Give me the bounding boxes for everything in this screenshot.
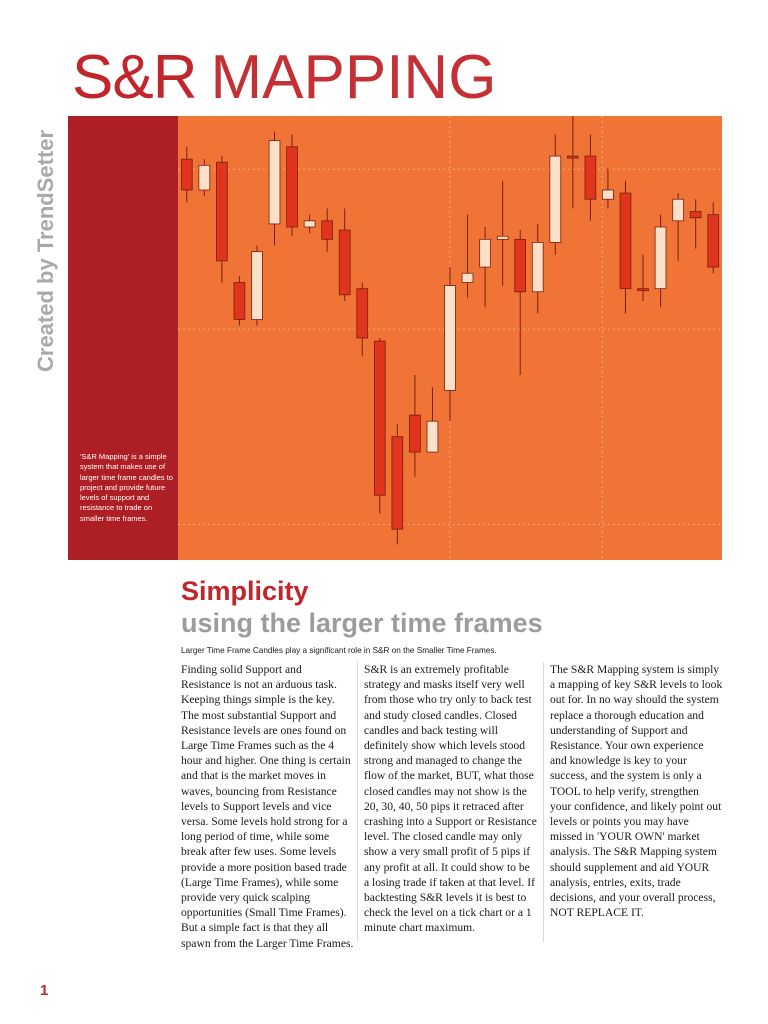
candle	[673, 193, 684, 261]
lead-sentence: Larger Time Frame Candles play a significant role in S&R on the Smaller Time Frames.	[181, 646, 497, 655]
candle-body-bullish	[445, 286, 456, 391]
candle	[199, 159, 210, 196]
candle	[269, 131, 280, 245]
candle	[585, 135, 596, 221]
candle-body-bearish	[690, 212, 701, 218]
candle-body-bearish	[234, 283, 245, 320]
candle	[515, 230, 526, 375]
candle	[567, 116, 578, 209]
candle-body-bearish	[409, 415, 420, 452]
candle-body-bearish	[287, 147, 298, 227]
candle-body-bearish	[322, 221, 333, 240]
candle-body-bullish	[655, 227, 666, 289]
candle-body-bullish	[462, 273, 473, 282]
candle-body-bearish	[585, 156, 596, 199]
candle-body-bullish	[673, 199, 684, 221]
candle-body-bullish	[252, 252, 263, 320]
title-part2: MAPPING	[210, 43, 497, 112]
candle-body-bearish	[567, 156, 578, 158]
candle	[445, 267, 456, 421]
candle	[638, 255, 649, 301]
candle	[690, 199, 701, 248]
candle-body-bearish	[392, 437, 403, 529]
body-column-3: The S&R Mapping system is simply a mapping of key S&R levels to look out for. In no way should the system replace a thorough education and understanding of Support and Resistance. Your own experience and knowledge is key to your success, and the system is only a TOOL to help verify, strengthen your confidence, and likely point out levels or points you may have missed in 'YOUR OWN' market analysis. The S&R Mapping system should supplement and aid YOUR analysis, entries, exits, trade decisions, and your overall process, NOT REPLACE IT.	[550, 663, 723, 920]
candle	[708, 202, 719, 273]
candlestick-chart	[178, 116, 722, 560]
candle-body-bearish	[515, 239, 526, 291]
candle	[181, 147, 192, 203]
candle	[602, 168, 613, 208]
candle	[252, 246, 263, 326]
column-divider	[543, 662, 544, 942]
author-vertical-label: Created by TrendSetter	[33, 129, 58, 372]
candle	[357, 283, 368, 357]
candle	[216, 156, 227, 282]
candle	[480, 227, 491, 307]
body-column-1: Finding solid Support and Resistance is not an arduous task. Keeping things simple is the key. The most substantial Support and Resistance levels are ones found on Large Time Frames such as the 4 hour and higher. One thing is certain and that is the market moves in waves, bouncing from Resistance levels to Support levels and vice versa. Some levels hold strong for a long period of time, while some break after few uses. Some levels provide a more position based trade (Large Time Frames), while some provide very quick scalping opportunities (Small Time Frames). But a simple fact is that they all spawn from the Larger Time Frames.	[181, 663, 354, 950]
candle-body-bearish	[374, 341, 385, 495]
candle-body-bearish	[216, 162, 227, 261]
section-heading: Simplicity	[181, 576, 309, 606]
candle-body-bullish	[532, 242, 543, 291]
candle-body-bullish	[497, 236, 508, 239]
candle	[392, 424, 403, 544]
candle	[532, 224, 543, 313]
candle	[409, 375, 420, 477]
candle-body-bearish	[357, 289, 368, 338]
candle-body-bullish	[304, 221, 315, 227]
title-part1: S&R	[72, 43, 197, 112]
section-subheading: using the larger time frames	[181, 608, 543, 638]
candle	[462, 215, 473, 298]
candle	[287, 135, 298, 237]
candle-body-bearish	[620, 193, 631, 289]
candle-body-bullish	[602, 190, 613, 199]
body-column-2: S&R is an extremely profitable strategy and masks itself very well from those who try only to back test and study closed candles. Closed candles and back testing will definitely show which levels stood strong and managed to change the flow of the market, BUT, what those closed candles may not show is the 20, 30, 40, 50 pips it retraced after crashing into a Support or Resistance level. The closed candle may only show a very small profit of 5 pips if any profit at all. It could show to be a losing trade if taken at that level. If backtesting S&R levels it is best to check the level on a tick chart or a 1 minute chart maximum.	[364, 663, 537, 935]
candle	[497, 181, 508, 286]
candle	[620, 181, 631, 314]
sidebar-note: 'S&R Mapping' is a simple system that makes use of larger time frame candles to project and provide future levels of support and resistance to trade on smaller time frames.	[80, 452, 173, 523]
candle-body-bullish	[269, 141, 280, 224]
candle	[427, 387, 438, 452]
candle-body-bullish	[427, 421, 438, 452]
candle-body-bullish	[550, 156, 561, 242]
column-divider	[357, 662, 358, 942]
candle-body-bearish	[339, 230, 350, 295]
candle-body-bearish	[708, 215, 719, 267]
candle	[339, 209, 350, 302]
page-title	[72, 43, 497, 112]
candle	[550, 135, 561, 255]
candle	[374, 338, 385, 514]
candle	[304, 215, 315, 234]
page-number: 1	[40, 982, 49, 999]
candle-body-bearish	[181, 159, 192, 190]
candle-body-bullish	[199, 165, 210, 190]
candle	[655, 215, 666, 308]
candle	[322, 209, 333, 252]
candle	[234, 276, 245, 325]
candle-body-bearish	[638, 289, 649, 291]
chart-svg	[178, 116, 722, 560]
candle-body-bullish	[480, 239, 491, 267]
